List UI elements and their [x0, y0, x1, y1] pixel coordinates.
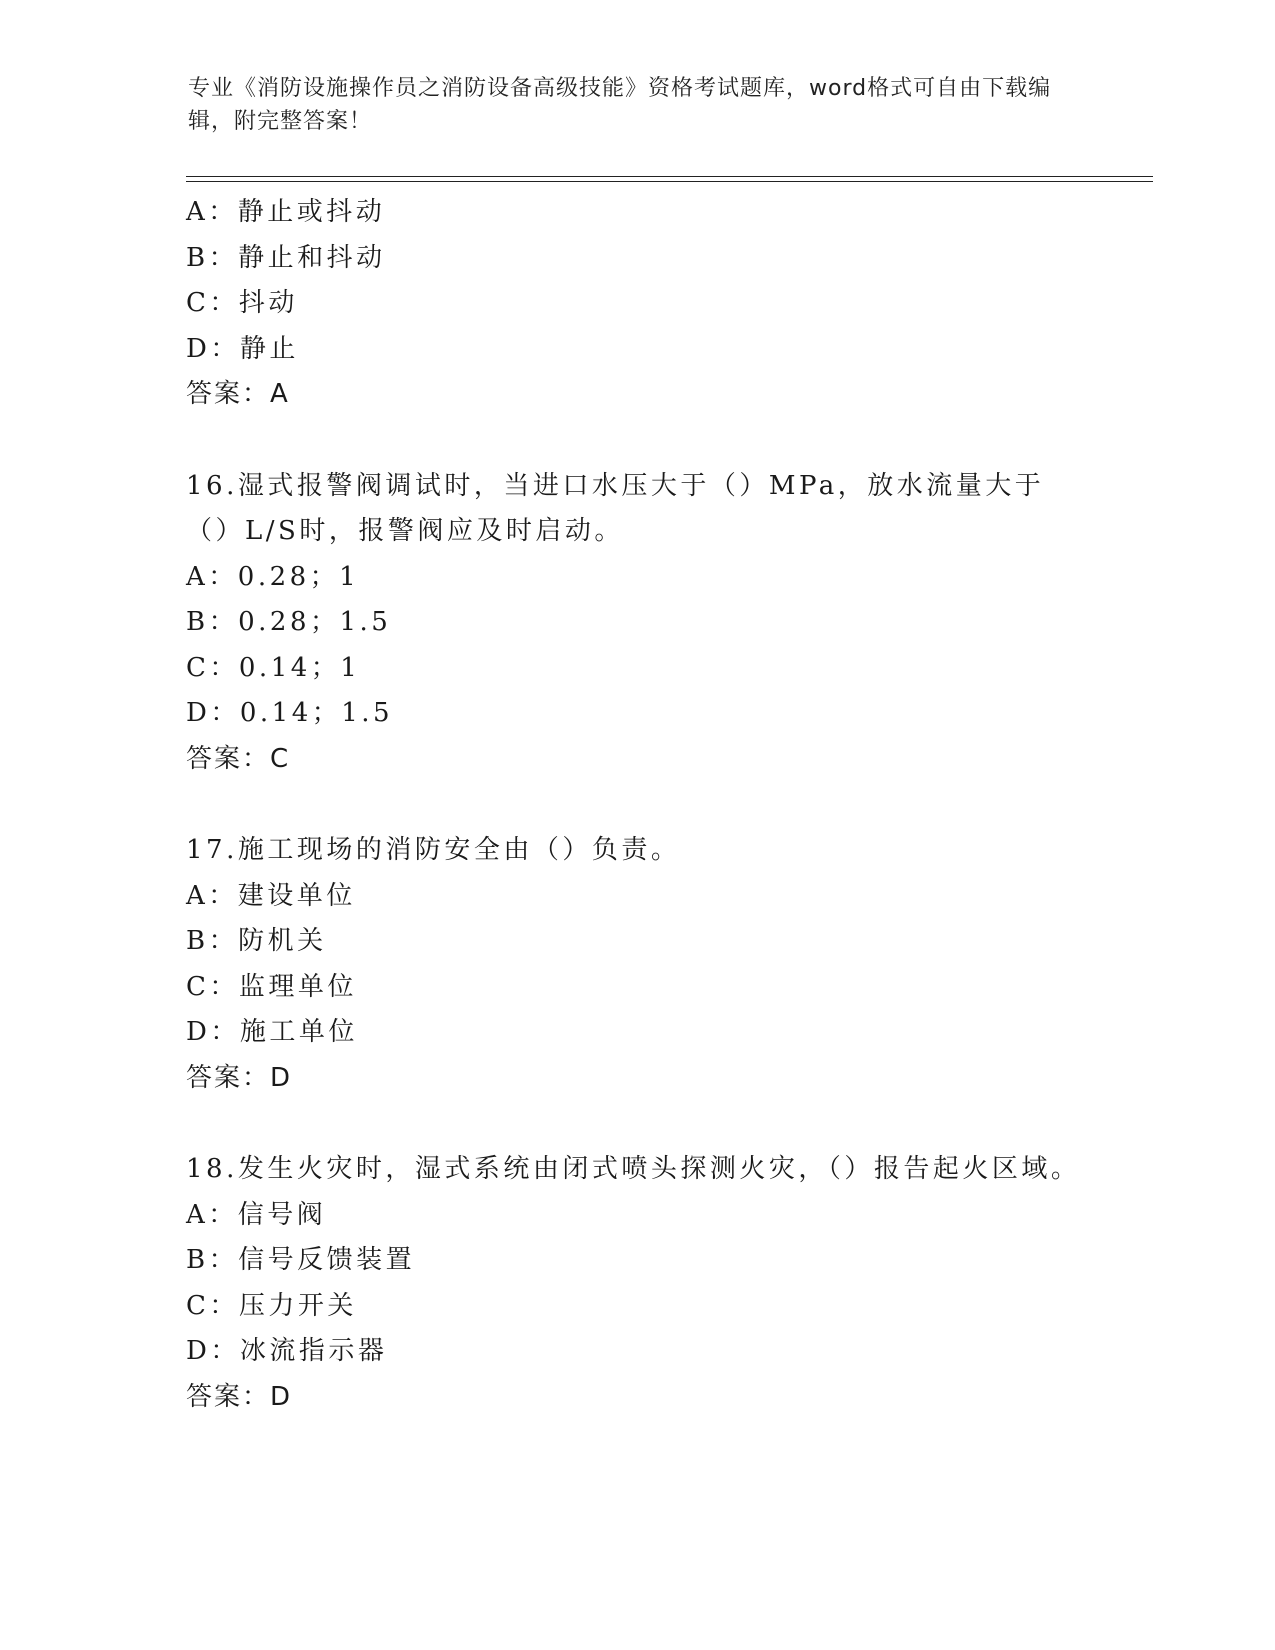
option-b: B：0.28；1.5 — [186, 607, 392, 637]
option-a: A：建设单位 — [186, 880, 356, 911]
option-d: D：0.14；1.5 — [186, 698, 394, 728]
option-a: A：信号阀 — [186, 1199, 327, 1230]
option-d: D：施工单位 — [186, 1017, 358, 1047]
answer-line: 答案：C — [186, 743, 291, 774]
question-block — [186, 828, 1146, 1101]
option-a: A：0.28；1 — [186, 561, 360, 592]
option-b: B：防机关 — [186, 926, 327, 956]
question-block — [186, 190, 1146, 418]
answer-line: 答案：D — [186, 1381, 293, 1412]
question-stem: 16.湿式报警阀调试时，当进口水压大于（）MPa，放水流量大于（）L/S时，报警阀应及时启动。 — [186, 470, 1045, 546]
header-divider-bottom — [186, 181, 1153, 182]
option-d: D：静止 — [186, 333, 299, 364]
header-divider-top — [186, 176, 1153, 177]
option-c: C：0.14；1 — [186, 652, 361, 683]
option-b: B：信号反馈装置 — [186, 1245, 416, 1275]
document-header: 专业《消防设施操作员之消防设备高级技能》资格考试题库，word格式可自由下载编辑，附完整答案！ — [188, 76, 1052, 134]
option-b: B：静止和抖动 — [186, 242, 386, 273]
option-c: C：抖动 — [186, 288, 298, 318]
option-c: C：监理单位 — [186, 971, 357, 1002]
question-block — [186, 464, 1146, 783]
answer-line: 答案：A — [186, 379, 290, 409]
question-stem: 18.发生火灾时，湿式系统由闭式喷头探测火灾，（）报告起火区域。 — [186, 1154, 1081, 1184]
answer-line: 答案：D — [186, 1062, 293, 1093]
question-stem: 17.施工现场的消防安全由（）负责。 — [186, 835, 681, 865]
question-list — [186, 190, 1146, 1420]
option-a: A：静止或抖动 — [186, 197, 386, 227]
question-block — [186, 1147, 1146, 1420]
option-c: C：压力开关 — [186, 1290, 357, 1321]
option-d: D：冰流指示器 — [186, 1336, 388, 1366]
